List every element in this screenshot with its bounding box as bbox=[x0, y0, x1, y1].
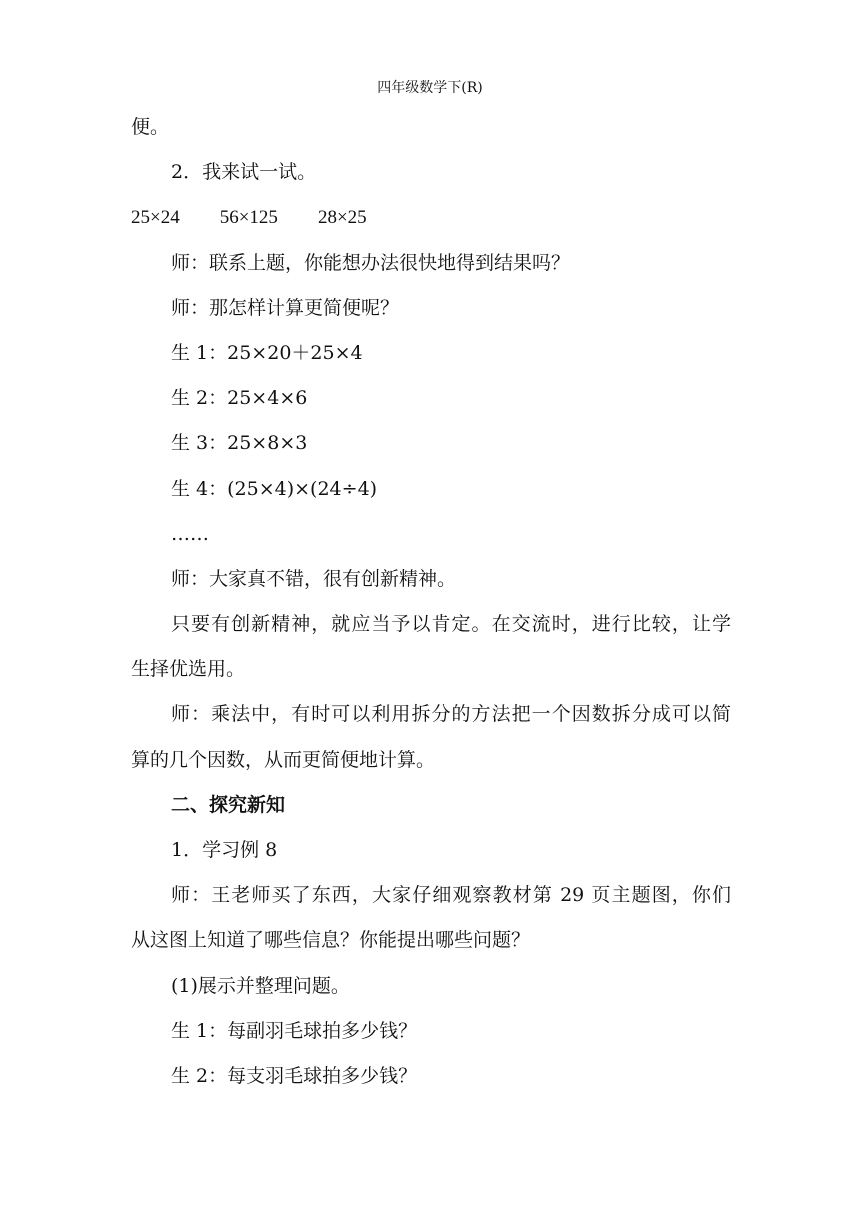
expression-item: 28×25 bbox=[317, 207, 367, 229]
paragraph-line: 只要有创新精神，就应当予以肯定。在交流时，进行比较，让学 bbox=[171, 613, 731, 636]
paragraph-line: 便。 bbox=[131, 116, 170, 138]
student-line: 生 2：25×4×6 bbox=[171, 387, 308, 410]
teacher-line: 师：那怎样计算更简便呢？ bbox=[171, 296, 400, 319]
step-line: (1)展示并整理问题。 bbox=[171, 974, 350, 997]
paragraph-line: 算的几个因数，从而更简便地计算。 bbox=[131, 748, 436, 771]
subsection-heading: 1．学习例 8 bbox=[171, 839, 278, 861]
student-line: 生 3：25×8×3 bbox=[171, 432, 308, 455]
expression-item: 56×125 bbox=[219, 207, 278, 229]
page-header: 四年级数学下(R) bbox=[377, 80, 483, 96]
expression-item: 25×24 bbox=[131, 207, 180, 229]
student-line: 生 2：每支羽毛球拍多少钱？ bbox=[171, 1064, 418, 1087]
teacher-line: 师：乘法中，有时可以利用拆分的方法把一个因数拆分成可以简 bbox=[171, 703, 731, 726]
teacher-line: 师：王老师买了东西，大家仔细观察教材第 29 页主题图，你们 bbox=[171, 884, 731, 907]
student-line: 生 4：(25×4)×(24÷4) bbox=[171, 477, 378, 500]
paragraph-line: 生择优选用。 bbox=[131, 658, 246, 681]
student-line: 生 1：每副羽毛球拍多少钱？ bbox=[171, 1019, 418, 1042]
paragraph-line: 从这图上知道了哪些信息？你能提出哪些问题？ bbox=[131, 929, 531, 952]
expression-row bbox=[131, 195, 731, 240]
teacher-line: 师：联系上题，你能想办法很快地得到结果吗？ bbox=[171, 251, 571, 274]
teacher-line: 师：大家真不错，很有创新精神。 bbox=[171, 567, 457, 590]
ellipsis-line: …… bbox=[171, 522, 209, 545]
student-line: 生 1：25×20＋25×4 bbox=[171, 341, 363, 364]
section-heading: 二、探究新知 bbox=[171, 793, 286, 816]
page-body bbox=[131, 105, 731, 1099]
section-item-try: 2．我来试一试。 bbox=[171, 161, 317, 184]
